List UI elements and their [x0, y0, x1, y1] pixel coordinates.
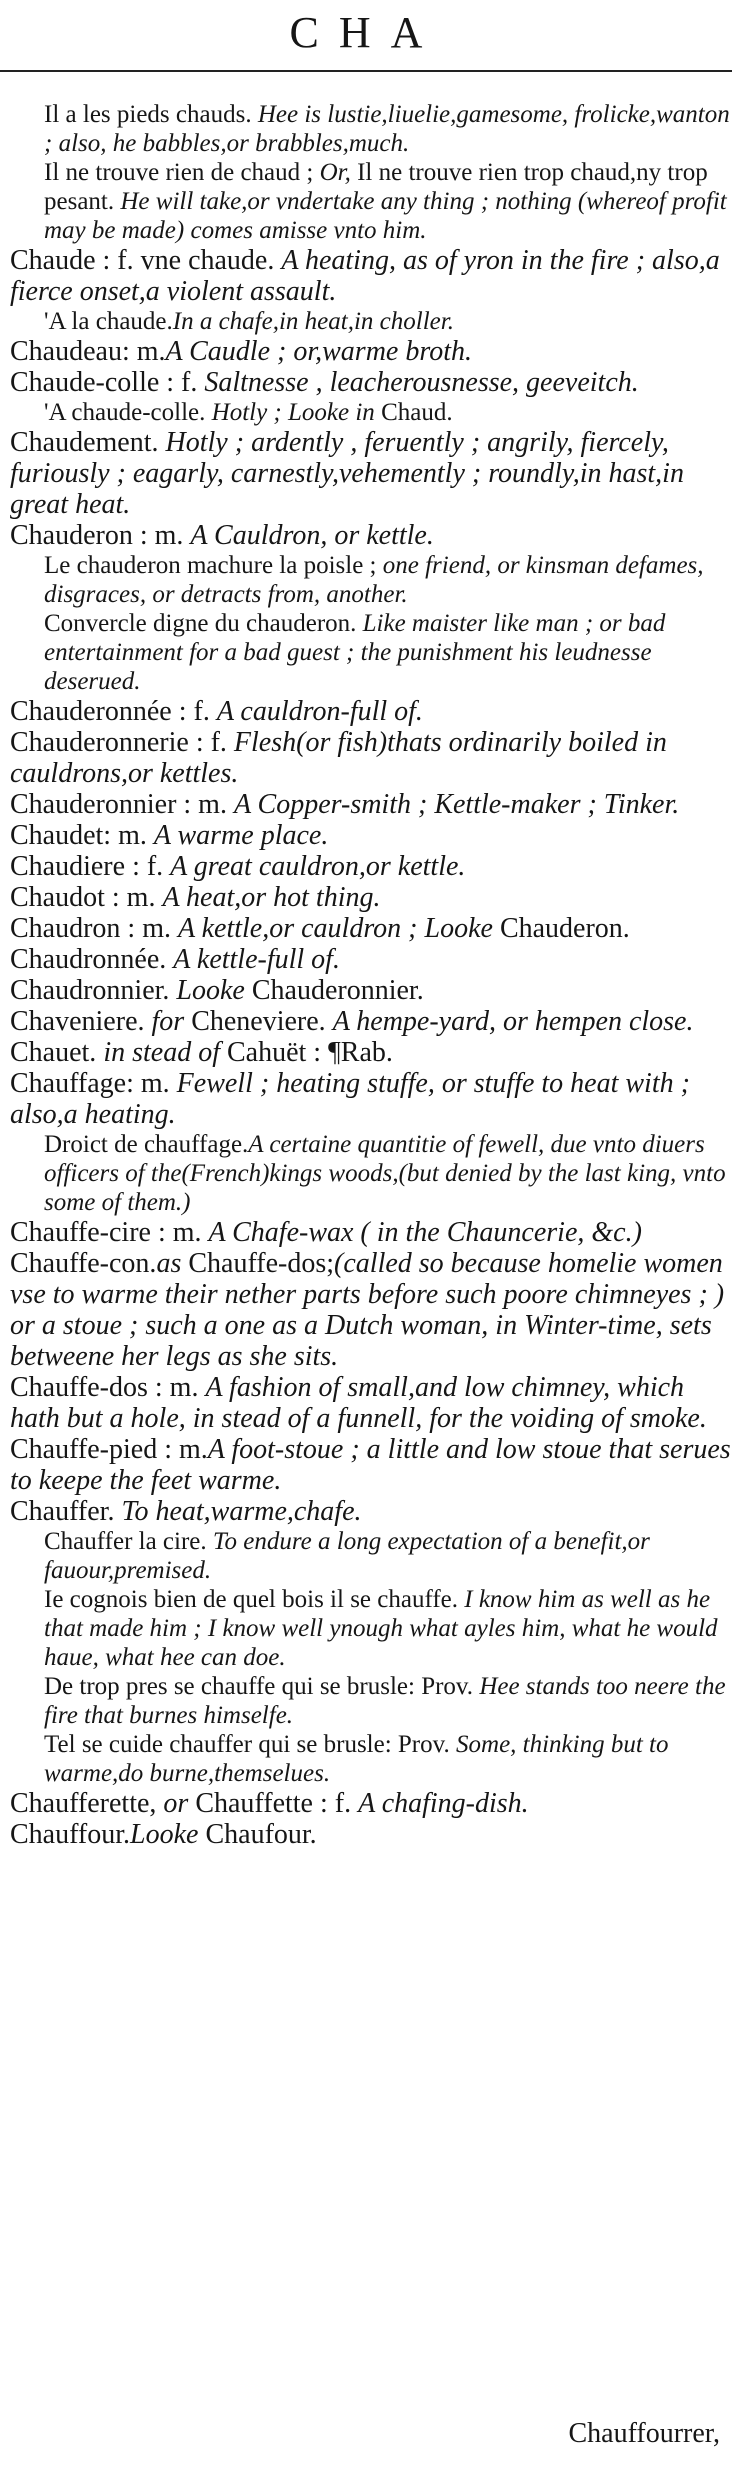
entry-term: Chauderon. [492, 913, 630, 944]
entry-term: Chauderonnerie : f. [10, 727, 234, 758]
entry-term: Chauffer. [10, 1496, 122, 1527]
entry-subentry [0, 1130, 732, 1217]
entry-gloss: in stead of [103, 1037, 220, 1068]
entry-term: Cheneviere. [184, 1006, 333, 1037]
entry-subentry [0, 398, 732, 427]
entry-term: Chaudot : m. [10, 882, 163, 913]
entry-gloss: A kettle-full of. [173, 944, 340, 975]
entry-term: Chauffage: m. [10, 1068, 177, 1099]
page-header: CHA [289, 8, 443, 57]
entry-term: 'A chaude-colle. [44, 399, 212, 426]
entry-headword [0, 1496, 732, 1527]
entry-headword [0, 245, 732, 307]
entry-headword [0, 820, 732, 851]
entry-gloss: Hotly ; ardently , feruently ; angrily, fiercely, furiously ; eagarly, carnestly,vehemently ; roundly,in hast,in great heat. [10, 427, 684, 520]
entry-term: Il ne trouve rien de chaud ; [44, 159, 320, 186]
entry-term: Chauderonnée : f. [10, 696, 217, 727]
entry-term: Chauderon : m. [10, 520, 191, 551]
entry-gloss: Saltnesse , leacherousnesse, geeveitch. [204, 367, 639, 398]
entry-term: De trop pres se chauffe qui se brusle: Prov. [44, 1673, 480, 1700]
entry-term: Chauffe-con. [10, 1248, 157, 1279]
entry-term: Droict de chauffage. [44, 1131, 249, 1158]
entry-term: Cahuët : ¶Rab. [219, 1037, 393, 1068]
entry-gloss: for [151, 1006, 185, 1037]
entry-gloss: In a chafe,in heat,in choller. [172, 308, 454, 335]
entry-subentry [0, 1672, 732, 1730]
entry-gloss: or [163, 1788, 189, 1819]
entry-term: Le chauderon machure la poisle ; [44, 552, 383, 579]
entry-term: Chaveniere. [10, 1006, 152, 1037]
entry-subentry [0, 100, 732, 158]
header-rule [0, 70, 732, 72]
entry-headword [0, 427, 732, 520]
entry-gloss: I know him as well as he that made him ; I know well ynough what ayles him, what he would haue, what hee can doe. [44, 1586, 718, 1671]
entry-term: Chaude : f. vne chaude. [10, 245, 282, 276]
entry-gloss: A Cauldron, or kettle. [190, 520, 434, 551]
entry-gloss: (called so because homelie women vse to warme their nether parts before such poore chimneyes ; ) or a stoue ; such a one as a Dutch woman, in Winter-time, sets betweene her legs as she sits. [10, 1248, 725, 1372]
entry-term: Ie cognois bien de quel bois il se chauffe. [44, 1586, 465, 1613]
entry-gloss: A fashion of small,and low chimney, which hath but a hole, in stead of a funnell, for the voiding of smoke. [10, 1372, 707, 1434]
entry-subentry [0, 1730, 732, 1788]
entry-headword [0, 367, 732, 398]
entry-gloss: one friend, or kinsman defames, disgraces, or detracts from, another. [44, 552, 704, 608]
entry-headword [0, 975, 732, 1006]
entry-headword [0, 882, 732, 913]
entry-subentry [0, 1585, 732, 1672]
entry-headword [0, 1068, 732, 1130]
entry-gloss: Hee is lustie,liuelie,gamesome, frolicke,wanton ; also, he babbles,or brabbles,much. [44, 101, 730, 157]
entry-term: Chauderonnier : m. [10, 789, 234, 820]
entry-headword [0, 727, 732, 789]
entry-term: 'A la chaude. [44, 308, 173, 335]
entry-gloss: To endure a long expectation of a benefit,or fauour,premised. [44, 1528, 650, 1584]
entry-headword [0, 1819, 732, 1850]
entry-gloss: Hee stands too neere the fire that burnes himselfe. [44, 1673, 726, 1729]
entry-term: Chaud. [374, 399, 453, 426]
entry-term: Chauffe-cire : m. [10, 1217, 209, 1248]
entry-headword [0, 520, 732, 551]
entry-headword [0, 1372, 732, 1434]
entry-gloss: A foot-stoue ; a little and low stoue that serues to keepe the feet warme. [10, 1434, 731, 1496]
entry-gloss: A Copper-smith ; Kettle-maker ; Tinker. [233, 789, 680, 820]
entry-gloss: He will take,or vndertake any thing ; nothing (whereof profit may be made) comes amisse vnto him. [44, 188, 727, 244]
entry-gloss: A warme place. [153, 820, 329, 851]
entry-gloss: A Caudle ; or,warme broth. [165, 336, 472, 367]
entry-term: Chaufferette, [10, 1788, 164, 1819]
entry-gloss: To heat,warme,chafe. [121, 1496, 362, 1527]
entry-term: Chaudeau: m. [10, 336, 166, 367]
entry-term: Chaufour. [198, 1819, 317, 1850]
entry-term: Il ne trouve rien trop chaud,ny trop pesant. [44, 159, 708, 215]
entry-gloss: as [156, 1248, 182, 1279]
entry-term: Chaudiere : f. [10, 851, 171, 882]
entry-subentry [0, 158, 732, 245]
entry-subentry [0, 1527, 732, 1585]
entry-headword [0, 1006, 732, 1037]
entry-gloss: Or, [319, 159, 351, 186]
entry-term: Chaudronnier. [10, 975, 177, 1006]
entry-headword [0, 851, 732, 882]
entry-subentry [0, 551, 732, 609]
entry-term: Chauet. [10, 1037, 104, 1068]
entry-term: Chaudet: m. [10, 820, 154, 851]
entry-subentry [0, 307, 732, 336]
entry-headword [0, 336, 732, 367]
entry-term: Chauffe-pied : m. [10, 1434, 208, 1465]
entry-term: Chauffer la cire. [44, 1528, 213, 1555]
entry-headword [0, 789, 732, 820]
entry-list [0, 100, 732, 1850]
entry-gloss: Fewell ; heating stuffe, or stuffe to heat with ; also,a heating. [10, 1068, 690, 1130]
entry-term: Chauderonnier. [244, 975, 424, 1006]
entry-gloss: A chafing-dish. [358, 1788, 529, 1819]
entry-headword [0, 913, 732, 944]
entry-gloss: A certaine quantitie of fewell, due vnto diuers officers of the(French)kings woods,(but denied by the last king, vnto some of them.) [44, 1131, 726, 1216]
entry-gloss: A great cauldron,or kettle. [170, 851, 466, 882]
entry-gloss: Like maister like man ; or bad entertainment for a bad guest ; the punishment his leudnesse deserued. [44, 610, 666, 695]
entry-term: Chauffette : f. [188, 1788, 359, 1819]
entry-subentry [0, 609, 732, 696]
entry-gloss: Looke [130, 1819, 199, 1850]
entry-headword [0, 1248, 732, 1372]
entry-gloss: A kettle,or cauldron ; Looke [178, 913, 493, 944]
entry-term: Chaudronnée. [10, 944, 174, 975]
catchword: Chauffourrer, [568, 2418, 720, 2449]
entry-term: Convercle digne du chauderon. [44, 610, 363, 637]
entry-gloss: Looke [176, 975, 245, 1006]
entry-term: Chaudement. [10, 427, 166, 458]
entry-term: Chauffour. [10, 1819, 131, 1850]
entry-headword [0, 1788, 732, 1819]
entry-gloss: A heating, as of yron in the fire ; also,a fierce onset,a violent assault. [10, 245, 720, 307]
entry-headword [0, 944, 732, 975]
entry-term: Tel se cuide chauffer qui se brusle: Prov. [44, 1731, 457, 1758]
entry-term: Il a les pieds chauds. [44, 101, 258, 128]
entry-headword [0, 1037, 732, 1068]
entry-gloss: A hempe-yard, or hempen close. [332, 1006, 694, 1037]
entry-headword [0, 1217, 732, 1248]
entry-headword [0, 1434, 732, 1496]
entry-gloss: A cauldron-full of. [216, 696, 423, 727]
entry-headword [0, 696, 732, 727]
entry-term: Chauffe-dos; [181, 1248, 335, 1279]
entry-term: Chaudron : m. [10, 913, 178, 944]
entry-gloss: Flesh(or fish)thats ordinarily boiled in cauldrons,or kettles. [10, 727, 667, 789]
entry-gloss: A heat,or hot thing. [162, 882, 381, 913]
entry-gloss: A Chafe-wax ( in the Chauncerie, &c.) [208, 1217, 642, 1248]
entry-gloss: Some, thinking but to warme,do burne,themselues. [44, 1731, 669, 1787]
entry-term: Chaude-colle : f. [10, 367, 205, 398]
entry-term: Chauffe-dos : m. [10, 1372, 206, 1403]
entry-gloss: Hotly ; Looke in [211, 399, 375, 426]
